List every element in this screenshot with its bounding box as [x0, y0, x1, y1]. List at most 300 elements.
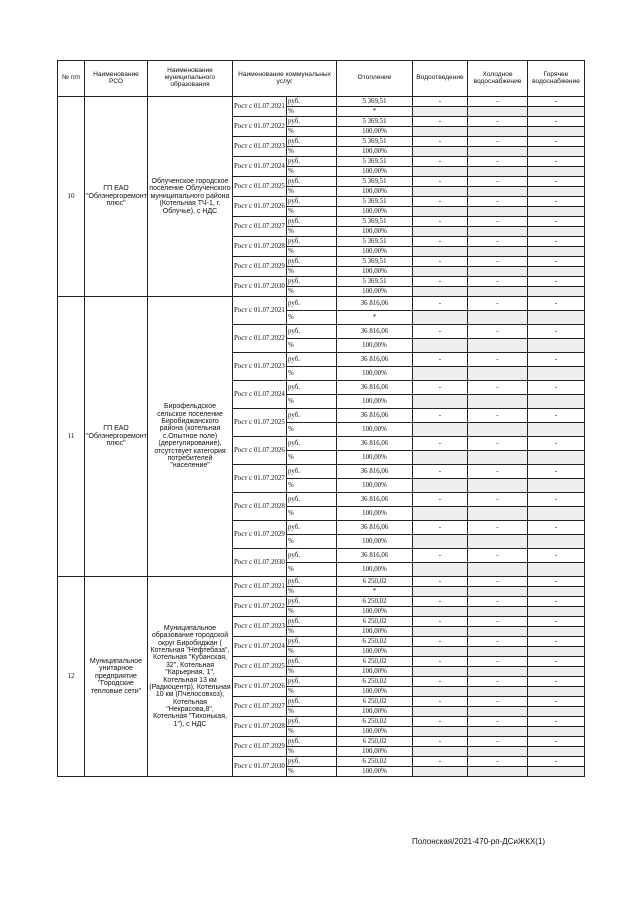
- cold-water-value: [468, 707, 528, 717]
- footer-document-code: Полонская/2021-470-рп-ДСиЖКХ(1): [412, 837, 546, 846]
- heating-growth: *: [337, 107, 413, 117]
- cold-water-value: [468, 167, 528, 177]
- water-disposal-value: -: [413, 465, 468, 479]
- hot-water-value: -: [528, 697, 585, 707]
- unit-rub: руб.: [287, 137, 337, 147]
- hot-water-value: [528, 267, 585, 277]
- heating-tariff: 6 250,02: [337, 657, 413, 667]
- hot-water-value: [528, 287, 585, 297]
- growth-year: Рост с 01.07.2030: [233, 757, 287, 777]
- unit-rub: руб.: [287, 381, 337, 395]
- unit-rub: руб.: [287, 521, 337, 535]
- unit-percent: %: [287, 167, 337, 177]
- cold-water-value: [468, 247, 528, 257]
- water-disposal-value: [413, 107, 468, 117]
- cold-water-value: [468, 747, 528, 757]
- water-disposal-value: [413, 207, 468, 217]
- water-disposal-value: [413, 727, 468, 737]
- heating-tariff: 36 816,06: [337, 353, 413, 367]
- heating-growth: 100,00%: [337, 423, 413, 437]
- unit-percent: %: [287, 563, 337, 577]
- growth-year: Рост с 01.07.2021: [233, 97, 287, 117]
- growth-year: Рост с 01.07.2030: [233, 549, 287, 577]
- cold-water-value: [468, 667, 528, 677]
- growth-year: Рост с 01.07.2021: [233, 297, 287, 325]
- heating-tariff: 5 369,51: [337, 137, 413, 147]
- hot-water-value: -: [528, 325, 585, 339]
- growth-year: Рост с 01.07.2022: [233, 597, 287, 617]
- growth-year: Рост с 01.07.2030: [233, 277, 287, 297]
- heating-tariff: 5 369,51: [337, 217, 413, 227]
- hot-water-value: -: [528, 197, 585, 207]
- municipality-name: Муниципальное образование городской округ Биробиджан ( Котельная "Нефтебаза", Котельная "Кубанская, 32", Котельная "Карьерная, 1", Котельная 13 км (Радиоцентр), Котельная 10 км (Пчелосовхоз), Котельная "Некрасова,8", Котельная "Тихонькая, 1"), с НДС: [148, 577, 233, 777]
- unit-percent: %: [287, 127, 337, 137]
- hot-water-value: [528, 707, 585, 717]
- heating-tariff: 6 250,02: [337, 637, 413, 647]
- hot-water-value: [528, 563, 585, 577]
- water-disposal-value: [413, 767, 468, 777]
- unit-rub: руб.: [287, 697, 337, 707]
- heating-tariff: 6 250,02: [337, 717, 413, 727]
- cold-water-value: [468, 479, 528, 493]
- cold-water-value: [468, 147, 528, 157]
- hot-water-value: [528, 167, 585, 177]
- heating-growth: 100,00%: [337, 507, 413, 521]
- growth-year: Рост с 01.07.2029: [233, 257, 287, 277]
- water-disposal-value: -: [413, 717, 468, 727]
- hot-water-value: [528, 227, 585, 237]
- cold-water-value: [468, 687, 528, 697]
- hot-water-value: -: [528, 409, 585, 423]
- cold-water-value: [468, 227, 528, 237]
- cold-water-value: [468, 563, 528, 577]
- water-disposal-value: -: [413, 577, 468, 587]
- hot-water-value: [528, 187, 585, 197]
- hot-water-value: [528, 647, 585, 657]
- water-disposal-value: [413, 367, 468, 381]
- cold-water-value: -: [468, 465, 528, 479]
- table-body: [58, 97, 585, 777]
- unit-percent: %: [287, 207, 337, 217]
- cold-water-value: [468, 267, 528, 277]
- heating-tariff: 36 816,06: [337, 465, 413, 479]
- table-row: [58, 577, 585, 587]
- water-disposal-value: -: [413, 493, 468, 507]
- cold-water-value: -: [468, 381, 528, 395]
- hot-water-value: -: [528, 437, 585, 451]
- water-disposal-value: -: [413, 117, 468, 127]
- hot-water-value: [528, 423, 585, 437]
- heating-tariff: 36 816,06: [337, 493, 413, 507]
- cold-water-value: -: [468, 597, 528, 607]
- hot-water-value: -: [528, 657, 585, 667]
- hot-water-value: [528, 147, 585, 157]
- tariff-table: [57, 60, 585, 777]
- cold-water-value: -: [468, 237, 528, 247]
- cold-water-value: -: [468, 577, 528, 587]
- heating-growth: 100,00%: [337, 647, 413, 657]
- header-heating: Отопление: [337, 61, 413, 97]
- water-disposal-value: [413, 147, 468, 157]
- hot-water-value: -: [528, 353, 585, 367]
- unit-percent: %: [287, 767, 337, 777]
- hot-water-value: -: [528, 157, 585, 167]
- unit-percent: %: [287, 287, 337, 297]
- water-disposal-value: -: [413, 237, 468, 247]
- water-disposal-value: -: [413, 617, 468, 627]
- growth-year: Рост с 01.07.2029: [233, 737, 287, 757]
- cold-water-value: [468, 187, 528, 197]
- cold-water-value: -: [468, 493, 528, 507]
- heating-tariff: 6 250,02: [337, 737, 413, 747]
- header-rso: Наименование РСО: [85, 61, 148, 97]
- water-disposal-value: -: [413, 657, 468, 667]
- growth-year: Рост с 01.07.2026: [233, 197, 287, 217]
- unit-percent: %: [287, 247, 337, 257]
- hot-water-value: -: [528, 237, 585, 247]
- heating-growth: 100,00%: [337, 667, 413, 677]
- hot-water-value: -: [528, 97, 585, 107]
- rso-name: Муниципальное унитарное предприятие "Городские тепловые сети": [85, 577, 148, 777]
- growth-year: Рост с 01.07.2025: [233, 657, 287, 677]
- unit-percent: %: [287, 507, 337, 521]
- growth-year: Рост с 01.07.2027: [233, 697, 287, 717]
- unit-percent: %: [287, 423, 337, 437]
- water-disposal-value: [413, 535, 468, 549]
- water-disposal-value: -: [413, 437, 468, 451]
- hot-water-value: [528, 627, 585, 637]
- hot-water-value: -: [528, 217, 585, 227]
- heating-tariff: 5 369,51: [337, 277, 413, 287]
- growth-year: Рост с 01.07.2028: [233, 717, 287, 737]
- unit-percent: %: [287, 147, 337, 157]
- rso-name: ГП ЕАО "Облэнергоремонт плюс": [85, 97, 148, 297]
- heating-growth: 100,00%: [337, 187, 413, 197]
- water-disposal-value: -: [413, 157, 468, 167]
- hot-water-value: -: [528, 637, 585, 647]
- unit-percent: %: [287, 395, 337, 409]
- growth-year: Рост с 01.07.2022: [233, 325, 287, 353]
- water-disposal-value: -: [413, 297, 468, 311]
- hot-water-value: [528, 727, 585, 737]
- heating-growth: 100,00%: [337, 727, 413, 737]
- hot-water-value: -: [528, 617, 585, 627]
- heating-growth: 100,00%: [337, 767, 413, 777]
- heating-growth: 100,00%: [337, 367, 413, 381]
- header-num: № п/п: [58, 61, 85, 97]
- cold-water-value: -: [468, 97, 528, 107]
- water-disposal-value: -: [413, 757, 468, 767]
- municipality-name: Бирофельдское сельское поселение Биробиджанского района (котельная с.Опытное поле) (дерегулирование), отсутствует категория потребителей "население": [148, 297, 233, 577]
- heating-tariff: 6 250,02: [337, 757, 413, 767]
- hot-water-value: -: [528, 465, 585, 479]
- cold-water-value: [468, 607, 528, 617]
- hot-water-value: [528, 479, 585, 493]
- water-disposal-value: -: [413, 325, 468, 339]
- heating-tariff: 5 369,51: [337, 257, 413, 267]
- unit-percent: %: [287, 451, 337, 465]
- water-disposal-value: [413, 287, 468, 297]
- unit-percent: %: [287, 747, 337, 757]
- hot-water-value: -: [528, 521, 585, 535]
- growth-year: Рост с 01.07.2026: [233, 437, 287, 465]
- cold-water-value: -: [468, 297, 528, 311]
- heating-growth: *: [337, 311, 413, 325]
- unit-rub: руб.: [287, 637, 337, 647]
- hot-water-value: [528, 367, 585, 381]
- unit-rub: руб.: [287, 577, 337, 587]
- heating-tariff: 36 816,06: [337, 325, 413, 339]
- cold-water-value: -: [468, 697, 528, 707]
- unit-rub: руб.: [287, 217, 337, 227]
- heating-tariff: 5 369,51: [337, 237, 413, 247]
- growth-year: Рост с 01.07.2023: [233, 617, 287, 637]
- water-disposal-value: -: [413, 597, 468, 607]
- cold-water-value: [468, 207, 528, 217]
- cold-water-value: -: [468, 177, 528, 187]
- heating-growth: 100,00%: [337, 339, 413, 353]
- cold-water-value: [468, 627, 528, 637]
- hot-water-value: -: [528, 737, 585, 747]
- hot-water-value: -: [528, 177, 585, 187]
- heating-growth: 100,00%: [337, 535, 413, 549]
- heating-tariff: 36 816,06: [337, 437, 413, 451]
- cold-water-value: -: [468, 217, 528, 227]
- cold-water-value: -: [468, 117, 528, 127]
- unit-rub: руб.: [287, 297, 337, 311]
- growth-year: Рост с 01.07.2023: [233, 137, 287, 157]
- unit-rub: руб.: [287, 757, 337, 767]
- water-disposal-value: [413, 451, 468, 465]
- unit-rub: руб.: [287, 737, 337, 747]
- heating-tariff: 36 816,06: [337, 549, 413, 563]
- water-disposal-value: -: [413, 697, 468, 707]
- water-disposal-value: [413, 707, 468, 717]
- municipality-name: Облученское городское поселение Облученского муниципального района (Котельная ТЧ-1, г. Облучье), с НДС: [148, 97, 233, 297]
- heating-growth: 100,00%: [337, 451, 413, 465]
- hot-water-value: [528, 339, 585, 353]
- unit-percent: %: [287, 587, 337, 597]
- cold-water-value: -: [468, 325, 528, 339]
- growth-year: Рост с 01.07.2026: [233, 677, 287, 697]
- unit-percent: %: [287, 707, 337, 717]
- row-number: 10: [58, 97, 85, 297]
- cold-water-value: [468, 507, 528, 521]
- cold-water-value: -: [468, 637, 528, 647]
- unit-rub: руб.: [287, 257, 337, 267]
- hot-water-value: -: [528, 493, 585, 507]
- cold-water-value: [468, 587, 528, 597]
- unit-percent: %: [287, 627, 337, 637]
- unit-percent: %: [287, 535, 337, 549]
- hot-water-value: -: [528, 677, 585, 687]
- hot-water-value: [528, 311, 585, 325]
- cold-water-value: -: [468, 409, 528, 423]
- cold-water-value: -: [468, 549, 528, 563]
- unit-rub: руб.: [287, 717, 337, 727]
- water-disposal-value: [413, 339, 468, 353]
- hot-water-value: -: [528, 597, 585, 607]
- cold-water-value: -: [468, 437, 528, 451]
- unit-percent: %: [287, 607, 337, 617]
- water-disposal-value: -: [413, 97, 468, 107]
- unit-percent: %: [287, 667, 337, 677]
- cold-water-value: -: [468, 277, 528, 287]
- water-disposal-value: [413, 395, 468, 409]
- water-disposal-value: -: [413, 217, 468, 227]
- heating-growth: 100,00%: [337, 227, 413, 237]
- heating-growth: 100,00%: [337, 287, 413, 297]
- heating-tariff: 6 250,02: [337, 677, 413, 687]
- hot-water-value: [528, 767, 585, 777]
- growth-year: Рост с 01.07.2022: [233, 117, 287, 137]
- cold-water-value: [468, 395, 528, 409]
- hot-water-value: [528, 247, 585, 257]
- growth-year: Рост с 01.07.2024: [233, 637, 287, 657]
- water-disposal-value: -: [413, 677, 468, 687]
- cold-water-value: -: [468, 257, 528, 267]
- hot-water-value: [528, 107, 585, 117]
- water-disposal-value: [413, 667, 468, 677]
- unit-rub: руб.: [287, 353, 337, 367]
- unit-rub: руб.: [287, 677, 337, 687]
- water-disposal-value: [413, 747, 468, 757]
- water-disposal-value: -: [413, 137, 468, 147]
- water-disposal-value: [413, 587, 468, 597]
- heating-tariff: 5 369,51: [337, 157, 413, 167]
- unit-rub: руб.: [287, 97, 337, 107]
- heating-tariff: 5 369,51: [337, 177, 413, 187]
- header-municipality: Наименование муниципального образования: [148, 61, 233, 97]
- header-water-disposal: Водоотведение: [413, 61, 468, 97]
- unit-rub: руб.: [287, 617, 337, 627]
- unit-rub: руб.: [287, 197, 337, 207]
- cold-water-value: -: [468, 737, 528, 747]
- growth-year: Рост с 01.07.2029: [233, 521, 287, 549]
- heating-growth: 100,00%: [337, 747, 413, 757]
- hot-water-value: [528, 207, 585, 217]
- heating-tariff: 36 816,06: [337, 297, 413, 311]
- hot-water-value: -: [528, 137, 585, 147]
- unit-rub: руб.: [287, 177, 337, 187]
- cold-water-value: -: [468, 137, 528, 147]
- unit-rub: руб.: [287, 157, 337, 167]
- unit-rub: руб.: [287, 597, 337, 607]
- water-disposal-value: [413, 423, 468, 437]
- growth-year: Рост с 01.07.2023: [233, 353, 287, 381]
- unit-rub: руб.: [287, 465, 337, 479]
- heating-growth: 100,00%: [337, 147, 413, 157]
- unit-percent: %: [287, 187, 337, 197]
- unit-percent: %: [287, 727, 337, 737]
- hot-water-value: [528, 507, 585, 521]
- water-disposal-value: -: [413, 353, 468, 367]
- heating-growth: 100,00%: [337, 707, 413, 717]
- growth-year: Рост с 01.07.2027: [233, 465, 287, 493]
- cold-water-value: [468, 727, 528, 737]
- heating-growth: 100,00%: [337, 607, 413, 617]
- growth-year: Рост с 01.07.2025: [233, 409, 287, 437]
- unit-rub: руб.: [287, 437, 337, 451]
- cold-water-value: -: [468, 157, 528, 167]
- water-disposal-value: -: [413, 277, 468, 287]
- water-disposal-value: [413, 187, 468, 197]
- water-disposal-value: -: [413, 197, 468, 207]
- rso-name: ГП ЕАО "Облэнергоремонт плюс": [85, 297, 148, 577]
- water-disposal-value: -: [413, 257, 468, 267]
- heating-tariff: 6 250,02: [337, 597, 413, 607]
- table-row: [58, 97, 585, 107]
- cold-water-value: -: [468, 617, 528, 627]
- hot-water-value: -: [528, 549, 585, 563]
- water-disposal-value: -: [413, 637, 468, 647]
- growth-year: Рост с 01.07.2024: [233, 381, 287, 409]
- hot-water-value: -: [528, 257, 585, 267]
- heating-tariff: 36 816,06: [337, 409, 413, 423]
- hot-water-value: [528, 395, 585, 409]
- growth-year: Рост с 01.07.2021: [233, 577, 287, 597]
- water-disposal-value: [413, 227, 468, 237]
- water-disposal-value: [413, 607, 468, 617]
- heating-growth: 100,00%: [337, 267, 413, 277]
- unit-percent: %: [287, 479, 337, 493]
- hot-water-value: -: [528, 117, 585, 127]
- cold-water-value: [468, 339, 528, 353]
- water-disposal-value: [413, 479, 468, 493]
- cold-water-value: [468, 535, 528, 549]
- heating-growth: *: [337, 587, 413, 597]
- row-number: 11: [58, 297, 85, 577]
- water-disposal-value: [413, 247, 468, 257]
- heating-tariff: 5 369,51: [337, 117, 413, 127]
- unit-percent: %: [287, 367, 337, 381]
- hot-water-value: -: [528, 381, 585, 395]
- heating-growth: 100,00%: [337, 127, 413, 137]
- growth-year: Рост с 01.07.2027: [233, 217, 287, 237]
- growth-year: Рост с 01.07.2028: [233, 493, 287, 521]
- heating-tariff: 5 369,51: [337, 197, 413, 207]
- cold-water-value: -: [468, 677, 528, 687]
- header-row: [58, 61, 585, 97]
- unit-rub: руб.: [287, 237, 337, 247]
- hot-water-value: [528, 687, 585, 697]
- water-disposal-value: [413, 267, 468, 277]
- heating-tariff: 36 816,06: [337, 381, 413, 395]
- heating-growth: 100,00%: [337, 563, 413, 577]
- heating-tariff: 6 250,02: [337, 697, 413, 707]
- unit-rub: руб.: [287, 549, 337, 563]
- hot-water-value: -: [528, 297, 585, 311]
- heating-tariff: 6 250,02: [337, 617, 413, 627]
- hot-water-value: [528, 747, 585, 757]
- heating-tariff: 6 250,02: [337, 577, 413, 587]
- unit-rub: руб.: [287, 409, 337, 423]
- cold-water-value: [468, 311, 528, 325]
- heating-growth: 100,00%: [337, 395, 413, 409]
- cold-water-value: -: [468, 521, 528, 535]
- hot-water-value: -: [528, 577, 585, 587]
- heating-growth: 100,00%: [337, 479, 413, 493]
- hot-water-value: -: [528, 757, 585, 767]
- unit-rub: руб.: [287, 117, 337, 127]
- hot-water-value: [528, 587, 585, 597]
- water-disposal-value: [413, 563, 468, 577]
- row-number: 12: [58, 577, 85, 777]
- cold-water-value: -: [468, 717, 528, 727]
- growth-year: Рост с 01.07.2028: [233, 237, 287, 257]
- water-disposal-value: -: [413, 737, 468, 747]
- hot-water-value: [528, 607, 585, 617]
